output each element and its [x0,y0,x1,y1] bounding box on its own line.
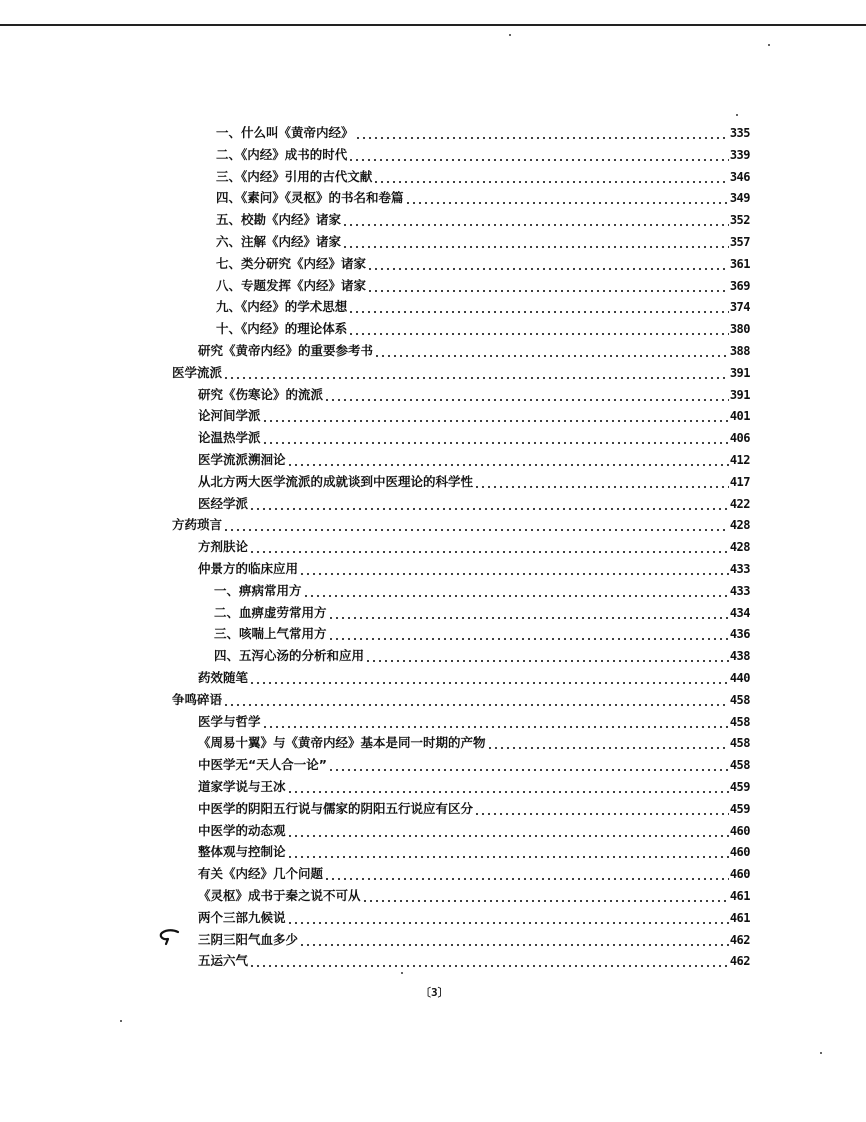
toc-entry-page: 460 [729,823,750,838]
toc-entry [198,406,750,426]
toc-entry-page: 462 [729,954,750,969]
toc-entry [198,951,750,971]
dot-leader [474,472,729,492]
dot-leader [249,494,729,514]
toc-entry-title: 医学流派溯洄论 [198,452,286,467]
top-rule [0,24,866,26]
toc-entry-title: 中医学无“天人合一论” [198,757,327,773]
toc-entry-title: 研究《伤寒论》的流派 [198,386,324,402]
toc-entry-title: 药效随笔 [198,670,249,685]
toc-entry [198,385,750,405]
toc-entry-page: 417 [729,474,750,489]
dot-leader [324,385,729,405]
toc-entry-title: 从北方两大医学流派的成就谈到中医理论的科学性 [198,473,474,489]
toc-entry [198,450,750,470]
dot-leader [348,145,729,165]
toc-entry-page: 374 [729,300,750,315]
dot-leader [299,559,729,579]
dot-leader [249,537,729,557]
hand-drawn-mark-icon [158,928,182,946]
toc-entry-page: 462 [729,932,750,947]
toc-entry-title: 四、《素问》《灵枢》的书名和卷篇 [216,190,404,206]
toc-entry-title: 医经学派 [198,495,249,511]
dot-leader [474,799,729,819]
dot-leader [405,188,729,208]
toc-entry-title: 医学流派 [172,364,223,380]
toc-entry-page: 422 [729,496,750,511]
dot-leader [287,450,729,470]
toc-entry-title: 中医学的动态观 [198,822,286,838]
dot-leader [262,428,729,448]
toc-entry-page: 436 [729,627,750,642]
toc-entry [216,145,750,165]
toc-entry-page: 458 [729,714,750,729]
toc-entry [198,864,750,884]
toc-entry-title: 三阴三阳气血多少 [198,931,299,947]
toc-entry-page: 346 [729,169,750,184]
dot-leader [223,690,729,710]
dot-leader [487,733,729,753]
toc-entry-page: 438 [729,649,750,664]
toc-entry-page: 391 [729,387,750,402]
toc-entry-title: 道家学说与王冰 [198,779,286,794]
toc-entry-title: 仲景方的临床应用 [198,561,299,576]
dot-leader [362,886,729,906]
toc-entry-page: 361 [729,256,750,271]
toc-entry-title: 五运六气 [198,953,249,969]
toc-entry [216,210,750,230]
toc-entry-page: 357 [729,235,750,249]
toc-entry-page: 401 [729,409,750,424]
toc-entry-page: 349 [729,191,750,206]
toc-entry [198,712,750,732]
toc-entry [198,886,750,906]
dot-leader [287,908,729,928]
toc-entry [198,494,750,514]
toc-entry-page: 440 [729,671,750,685]
toc-entry-page: 460 [729,867,750,882]
dot-leader [249,951,729,971]
toc-entry-page: 335 [729,126,750,140]
dot-leader [367,254,729,274]
dot-leader [287,777,729,797]
toc-entry [198,668,750,688]
toc-entry-title: 两个三部九候说 [198,909,286,925]
toc-entry [172,690,750,710]
toc-entry-title: 方药琐言 [172,517,223,533]
toc-entry-page: 461 [729,889,750,903]
dot-leader [373,167,729,187]
dot-leader [287,842,729,862]
toc-entry-page: 380 [729,322,750,337]
toc-entry-page: 458 [729,758,750,773]
toc-entry-title: 整体观与控制论 [198,844,286,860]
toc-entry-title: 七、类分研究《内经》诸家 [216,255,367,271]
toc-entry-page: 352 [729,213,750,228]
toc-entry [198,428,750,448]
toc-entry [216,276,750,296]
dot-leader [328,755,729,775]
dot-leader [367,276,729,296]
dot-leader [262,712,729,732]
toc-entry [216,167,750,187]
toc-entry-page: 458 [729,692,750,707]
dot-leader [342,232,729,252]
toc-entry-title: 论温热学派 [198,430,261,446]
scan-speck [768,44,770,46]
toc-entry-title: 三、《内经》引用的古代文献 [216,168,373,184]
toc-entry [214,646,750,666]
toc-entry [172,515,750,535]
toc-entry-page: 433 [729,562,750,576]
toc-entry [216,232,750,252]
dot-leader [223,363,729,383]
toc-entry [198,537,750,557]
toc-entry-page: 459 [729,780,750,794]
dot-leader [374,341,729,361]
toc-entry [214,603,750,623]
dot-leader [223,515,729,535]
toc-entry-page: 458 [729,736,750,751]
toc-entry-title: 三、咳喘上气常用方 [214,626,327,642]
dot-leader [249,668,729,688]
toc-entry-title: 方剂肤论 [198,539,249,555]
toc-entry [198,777,750,797]
toc-entry [172,363,750,383]
toc-entry [198,733,750,753]
toc-entry [198,755,750,775]
toc-entry-title: 二、血痹虚劳常用方 [214,604,327,620]
toc-entry [198,930,750,950]
toc-entry [198,908,750,928]
toc-entry-page: 406 [729,431,750,446]
toc-entry-title: 有关《内经》几个问题 [198,866,324,882]
toc-entry-title: 研究《黄帝内经》的重要参考书 [198,343,374,358]
scan-speck [820,1052,822,1054]
toc-entry-title: 十、《内经》的理论体系 [216,321,348,337]
toc-entry-title: 五、校勘《内经》诸家 [216,212,342,228]
toc-entry [216,123,750,143]
toc-entry [214,581,750,601]
toc-entry-title: 中医学的阴阳五行说与儒家的阴阳五行说应有区分 [198,800,474,816]
toc-entry-title: 二、《内经》成书的时代 [216,146,348,162]
toc-entry-page: 434 [729,605,750,620]
toc-entry-title: 八、专题发挥《内经》诸家 [216,277,367,293]
dot-leader [348,297,729,317]
dot-leader [328,624,729,644]
toc-entry [198,842,750,862]
toc-entry-page: 391 [729,365,750,380]
toc-entry-page: 460 [729,845,750,860]
toc-entry-title: 一、什么叫《黄帝内经》 [216,125,354,140]
toc-entry-page: 369 [729,278,750,293]
toc-entry-page: 388 [729,344,750,358]
dot-leader [328,603,729,623]
toc-entry [216,254,750,274]
toc-entry [198,821,750,841]
toc-entry [216,297,750,317]
toc-entry-title: 医学与哲学 [198,713,261,729]
scan-speck [509,34,511,36]
dot-leader [355,123,729,143]
dot-leader [324,864,729,884]
toc-entry-page: 412 [729,453,750,467]
dot-leader [342,210,729,230]
dot-leader [262,406,729,426]
toc-entry [216,319,750,339]
toc-entry-title: 九、《内经》的学术思想 [216,299,348,315]
toc-entry-page: 428 [729,540,750,555]
toc-entry-title: 六、注解《内经》诸家 [216,234,342,249]
toc-entry [216,188,750,208]
dot-leader [299,930,729,950]
toc-entry [198,341,750,361]
dot-leader [365,646,729,666]
toc-entry-title: 四、五泻心汤的分析和应用 [214,648,365,664]
dot-leader [287,821,729,841]
toc-entry [198,799,750,819]
toc-entry-title: 《周易十翼》与《黄帝内经》基本是同一时期的产物 [198,735,486,751]
toc-entry [214,624,750,644]
toc-entry [198,559,750,579]
toc-entry-page: 433 [729,583,750,598]
scan-speck [120,1020,122,1022]
toc-entry [198,472,750,492]
toc-entry-page: 461 [729,910,750,925]
scan-speck [401,972,403,974]
dot-leader [348,319,729,339]
toc-entry-page: 339 [729,147,750,162]
page-number: 〔3〕 [420,986,449,999]
toc-entry-title: 《灵枢》成书于秦之说不可从 [198,888,361,903]
toc-entry-title: 争鸣碎语 [172,691,223,707]
dot-leader [303,581,729,601]
scan-speck [736,114,738,116]
toc-entry-page: 428 [729,518,750,533]
toc-entry-title: 论河间学派 [198,408,261,424]
toc-entry-title: 一、痹病常用方 [214,582,302,598]
toc-entry-page: 459 [729,801,750,816]
